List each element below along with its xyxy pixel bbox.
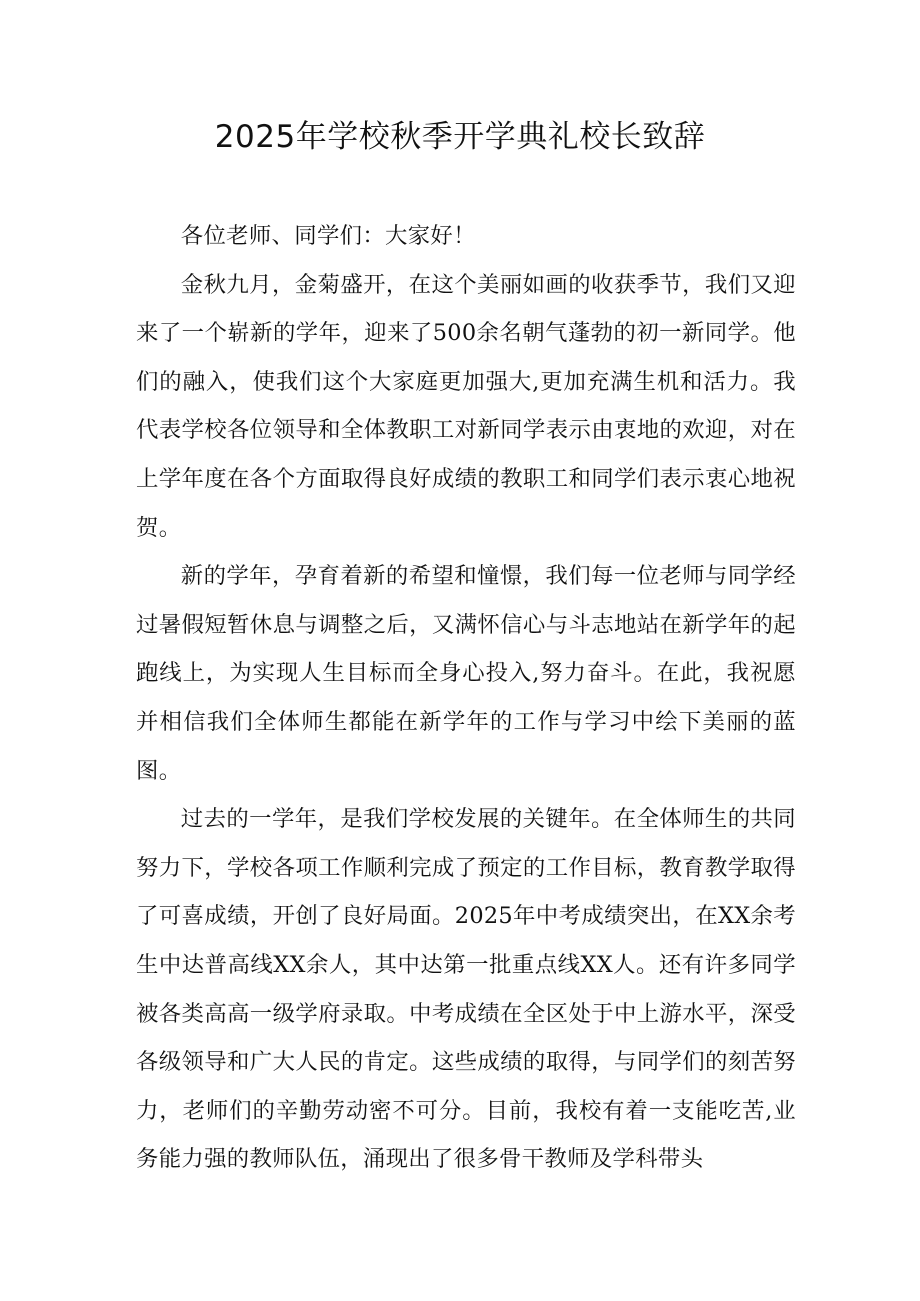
document-body [136,212,796,1184]
paragraph-new-year: 新的学年，孕育着新的希望和憧憬，我们每一位老师与同学经过暑假短暂休息与调整之后，又满怀信心与斗志地站在新学年的起跑线上，为实现人生目标而全身心投入,努力奋斗。在此，我祝愿并相信我们全体师生都能在新学年的工作与学习中绘下美丽的蓝图。 [136,563,796,784]
document-title: 2025年学校秋季开学典礼校长致辞 [214,119,706,155]
paragraph-review: 过去的一学年，是我们学校发展的关键年。在全体师生的共同努力下，学校各项工作顺利完成了预定的工作目标，教育教学取得了可喜成绩，开创了良好局面。2025年中考成绩突出，在XX余考生中达普高线XX余人，其中达第一批重点线XX人。还有许多同学被各类高高一级学府录取。中考成绩在全区处于中上游水平，深受各级领导和广大人民的肯定。这些成绩的取得，与同学们的刻苦努力，老师们的辛勤劳动密不可分。目前，我校有着一支能吃苦,业务能力强的教师队伍，涌现出了很多骨干教师及学科带头 [136,806,796,1173]
paragraph-welcome: 金秋九月，金菊盛开，在这个美丽如画的收获季节，我们又迎来了一个崭新的学年，迎来了500余名朝气蓬勃的初一新同学。他们的融入，使我们这个大家庭更加强大,更加充满生机和活力。我代表学校各位领导和全体教职工对新同学表示由衷地的欢迎，对在上学年度在各个方面取得良好成绩的教职工和同学们表示衷心地祝贺。 [136,271,796,541]
paragraph-greeting: 各位老师、同学们：大家好！ [180,223,476,249]
